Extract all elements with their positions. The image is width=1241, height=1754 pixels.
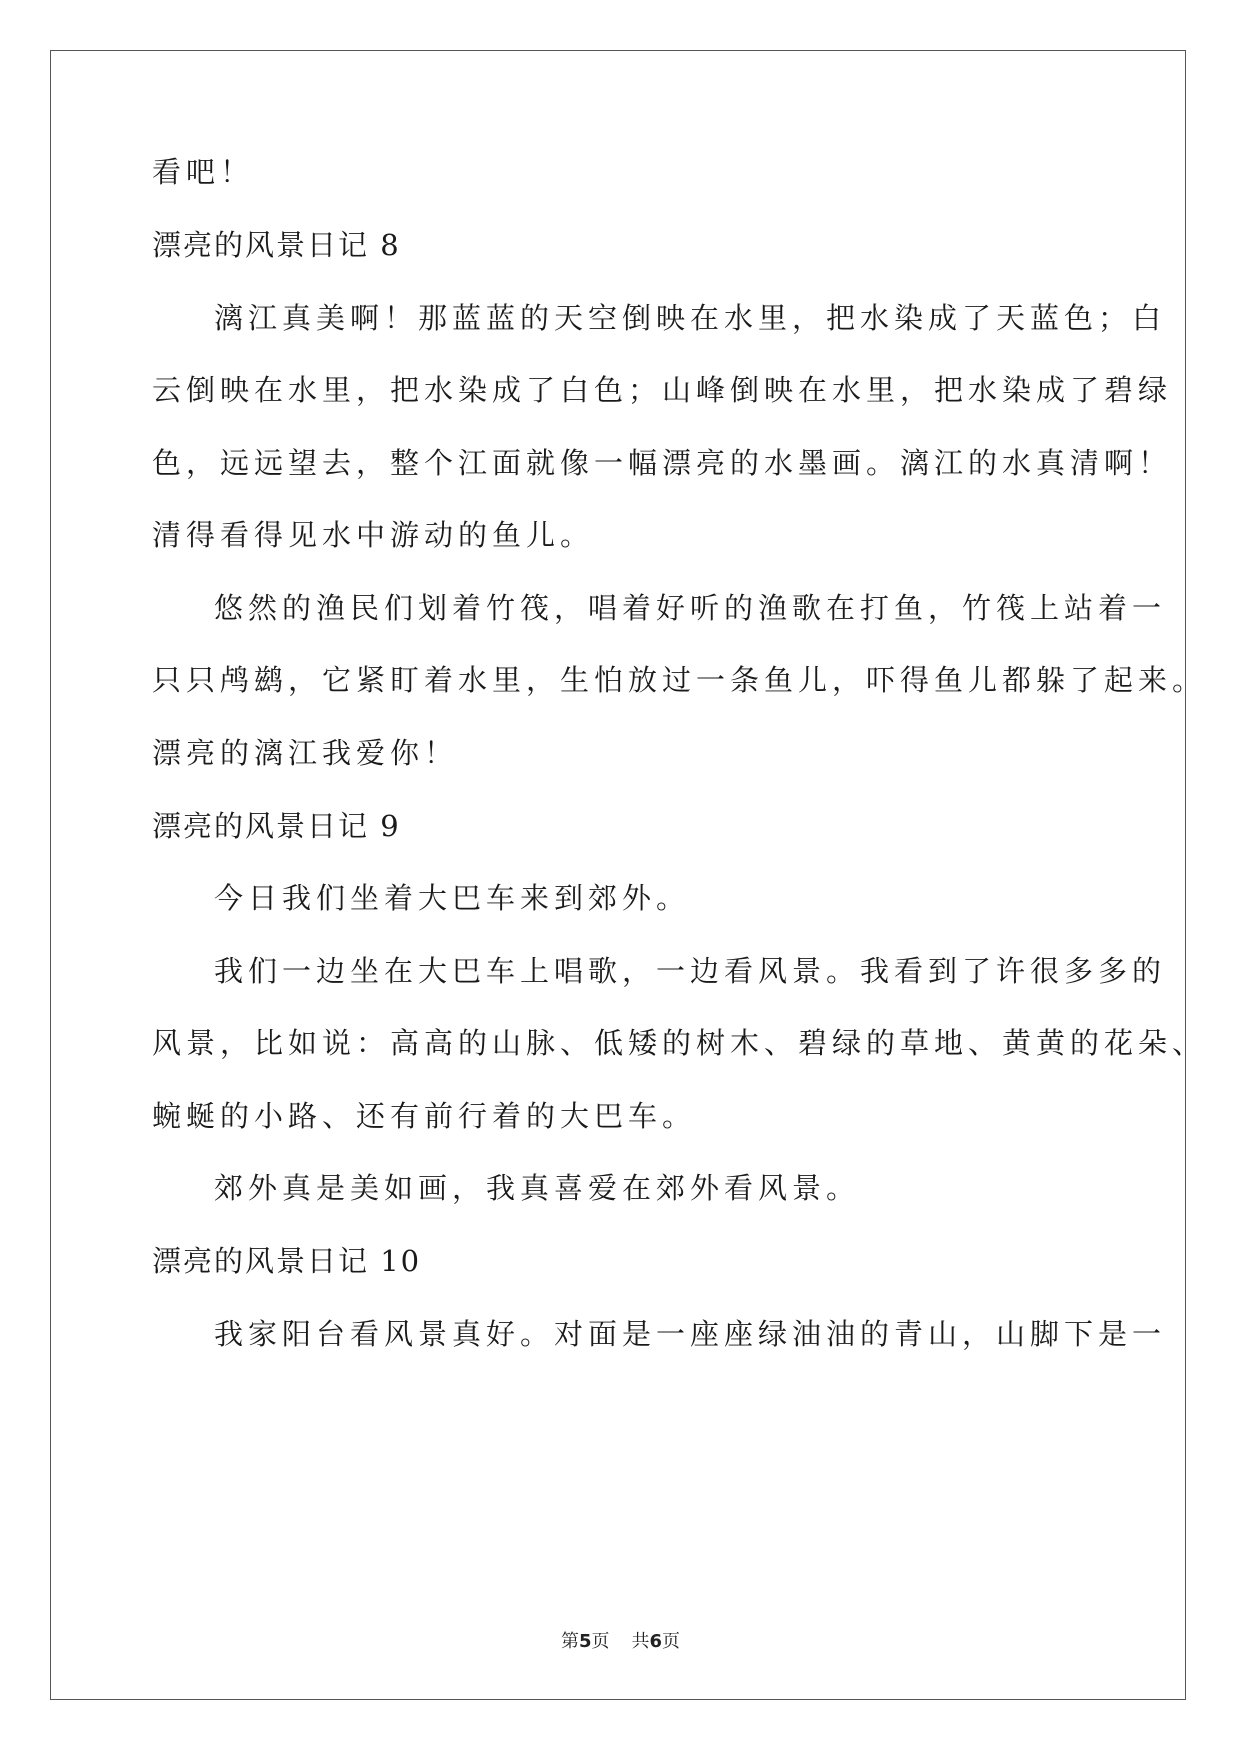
paragraph-line: 蜿蜒的小路、还有前行着的大巴车。 [152,1099,697,1133]
paragraph-line: 悠然的渔民们划着竹筏，唱着好听的渔歌在打鱼，竹筏上站着一 [214,591,1167,625]
page-suffix: 页 [591,1631,610,1652]
paragraph-line: 我家阳台看风景真好。对面是一座座绿油油的青山，山脚下是一 [214,1317,1167,1351]
paragraph-line: 今日我们坐着大巴车来到郊外。 [214,881,691,915]
paragraph-line: 云倒映在水里，把水染成了白色；山峰倒映在水里，把水染成了碧绿 [152,373,1173,407]
paragraph-line: 看吧！ [152,155,255,189]
section-heading: 漂亮的风景日记 9 [152,809,401,843]
total-prefix: 共 [631,1631,650,1652]
paragraph-line: 郊外真是美如画，我真喜爱在郊外看风景。 [214,1171,861,1205]
page-total: 6 [649,1631,663,1652]
section-heading: 漂亮的风景日记 10 [152,1244,422,1278]
paragraph-line: 清得看得见水中游动的鱼儿。 [152,518,595,552]
paragraph-line: 漂亮的漓江我爱你！ [152,736,459,770]
page-prefix: 第 [560,1631,579,1652]
paragraph-line: 只只鸬鹚，它紧盯着水里，生怕放过一条鱼儿，吓得鱼儿都躲了起来。 [152,663,1207,697]
total-suffix: 页 [662,1631,681,1652]
paragraph-line: 漓江真美啊！那蓝蓝的天空倒映在水里，把水染成了天蓝色；白 [214,301,1167,335]
section-heading: 漂亮的风景日记 8 [152,228,401,262]
page-footer [0,1627,1241,1653]
paragraph-line: 风景，比如说：高高的山脉、低矮的树木、碧绿的草地、黄黄的花朵、 [152,1026,1207,1060]
paragraph-line: 色，远远望去，整个江面就像一幅漂亮的水墨画。漓江的水真清啊！ [152,446,1173,480]
paragraph-line: 我们一边坐在大巴车上唱歌，一边看风景。我看到了许很多多的 [214,954,1167,988]
page-current: 5 [578,1631,592,1652]
